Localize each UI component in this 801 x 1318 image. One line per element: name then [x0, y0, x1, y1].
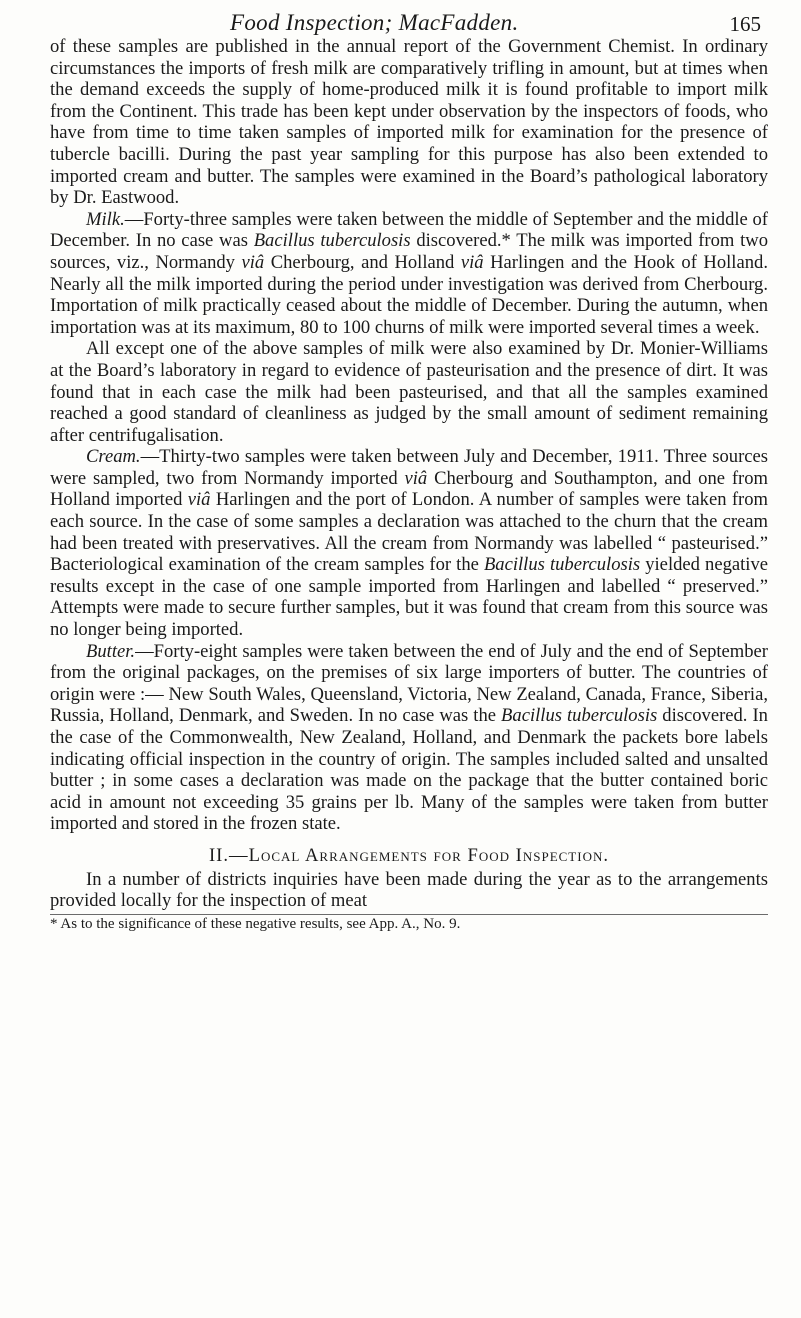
cream-text-2: Cherbourg and Southampton, and one from Holland imported	[50, 467, 768, 511]
butter-text-2: discovered. In the case of the Commonwealth, New Zealand, Holland, and Denmark the packets bore labels indicating official inspection in the country of origin. The samples included salted and unsalted butter ; in some cases a declaration was made on the package that the butter contained boric acid in amount not exceeding 35 grains per lb. Many of the samples were taken from butter imported and stored in the frozen state.	[50, 705, 768, 835]
intro-text: of these samples are published in the annual report of the Government Chemist. In ordinary circumstances the imports of fresh milk are comparatively trifling in amount, but at times when the demand exceeds the supply of home-produced milk it is found profitable to import milk from the Continent. This trade has been kept under observation by the inspectors of foods, who have from time to time taken samples of imported milk for examination for the presence of tubercle bacilli. During the past year sampling for this purpose has also been extended to imported cream and butter. The samples were examined in the Board’s pathological laboratory by Dr. Eastwood.	[50, 36, 768, 209]
footnote: * As to the significance of these negative results, see App. A., No. 9.	[50, 915, 461, 932]
cream-heading: Cream.	[86, 446, 141, 468]
milk-second-text: All except one of the above samples of milk were also examined by Dr. Monier-Williams at the Board’s laboratory in regard to evidence of pasteurisation and the presence of dirt. It was found that in each case the milk had been pasteurised, and that all the samples examined reached a good standard of cleanliness as judged by the small amount of sediment remaining after centrifugalisation.	[50, 338, 768, 446]
running-head	[50, 10, 761, 38]
cream-text-1: —Thirty-two samples were taken between July and December, 1911. Three sources were sampled, two from Normandy imported	[50, 446, 768, 489]
milk-text-4: Harlingen and the Hook of Holland. Nearly all the milk imported during the period under investigation was derived from Cherbourg. Importation of milk practically ceased about the middle of December. During the autumn, when importation was at its maximum, 80 to 100 churns of milk were imported several times a week.	[50, 251, 768, 338]
local-text: In a number of districts inquiries have been made during the year as to the arrangements provided locally for the inspection of meat	[50, 868, 768, 912]
butter-text-1: —Forty-eight samples were taken between the end of July and the end of September from the original packages, on the premises of six large importers of butter. The countries of origin were :— New South Wales, Queensland, Victoria, New Zealand, Canada, France, Siberia, Russia, Holland, Denmark, and Sweden. In no case was the	[50, 640, 768, 727]
butter-heading: Butter.	[86, 640, 136, 662]
milk-via-term-1: viâ	[241, 251, 265, 273]
cream-paragraph	[50, 446, 768, 640]
milk-bacillus-term: Bacillus tuberculosis	[253, 230, 411, 252]
milk-text-2: discovered.* The milk was imported from two sources, viz., Normandy	[50, 230, 768, 273]
section-heading: II.—Local Arrangements for Food Inspection.	[208, 844, 609, 866]
butter-paragraph	[50, 641, 768, 835]
cream-via-term-1: viâ	[404, 467, 428, 489]
running-title: Food Inspection; MacFadden.	[230, 10, 519, 35]
cream-text-4: yielded negative results except in the case of one sample imported from Harlingen and labelled “ preserved.” Attempts were made to secure further samples, but it was found that cream from this source was no longer being imported.	[50, 554, 768, 641]
page-number: 165	[729, 12, 761, 36]
milk-text-1: —Forty-three samples were taken between the middle of September and the middle of December. In no case was	[50, 208, 768, 252]
milk-text-3: Cherbourg, and Holland	[264, 251, 461, 273]
cream-bacillus-term: Bacillus tuberculosis	[483, 554, 641, 576]
milk-heading: Milk.	[86, 208, 125, 230]
cream-via-term-2: viâ	[187, 489, 211, 511]
local-paragraph	[50, 869, 768, 912]
milk-second-paragraph	[50, 338, 768, 446]
milk-via-term-2: viâ	[460, 251, 484, 273]
milk-paragraph	[50, 209, 768, 339]
cream-text-3: Harlingen and the port of London. A number of samples were taken from each source. In the case of some samples a declaration was attached to the churn that the cream had been treated with preservatives. All the cream from Normandy was labelled “ pasteurised.” Bacteriological examination of the cream samples for the	[50, 489, 768, 576]
intro-paragraph	[50, 36, 768, 209]
butter-bacillus-term: Bacillus tuberculosis	[501, 705, 658, 727]
body-text	[50, 36, 768, 933]
